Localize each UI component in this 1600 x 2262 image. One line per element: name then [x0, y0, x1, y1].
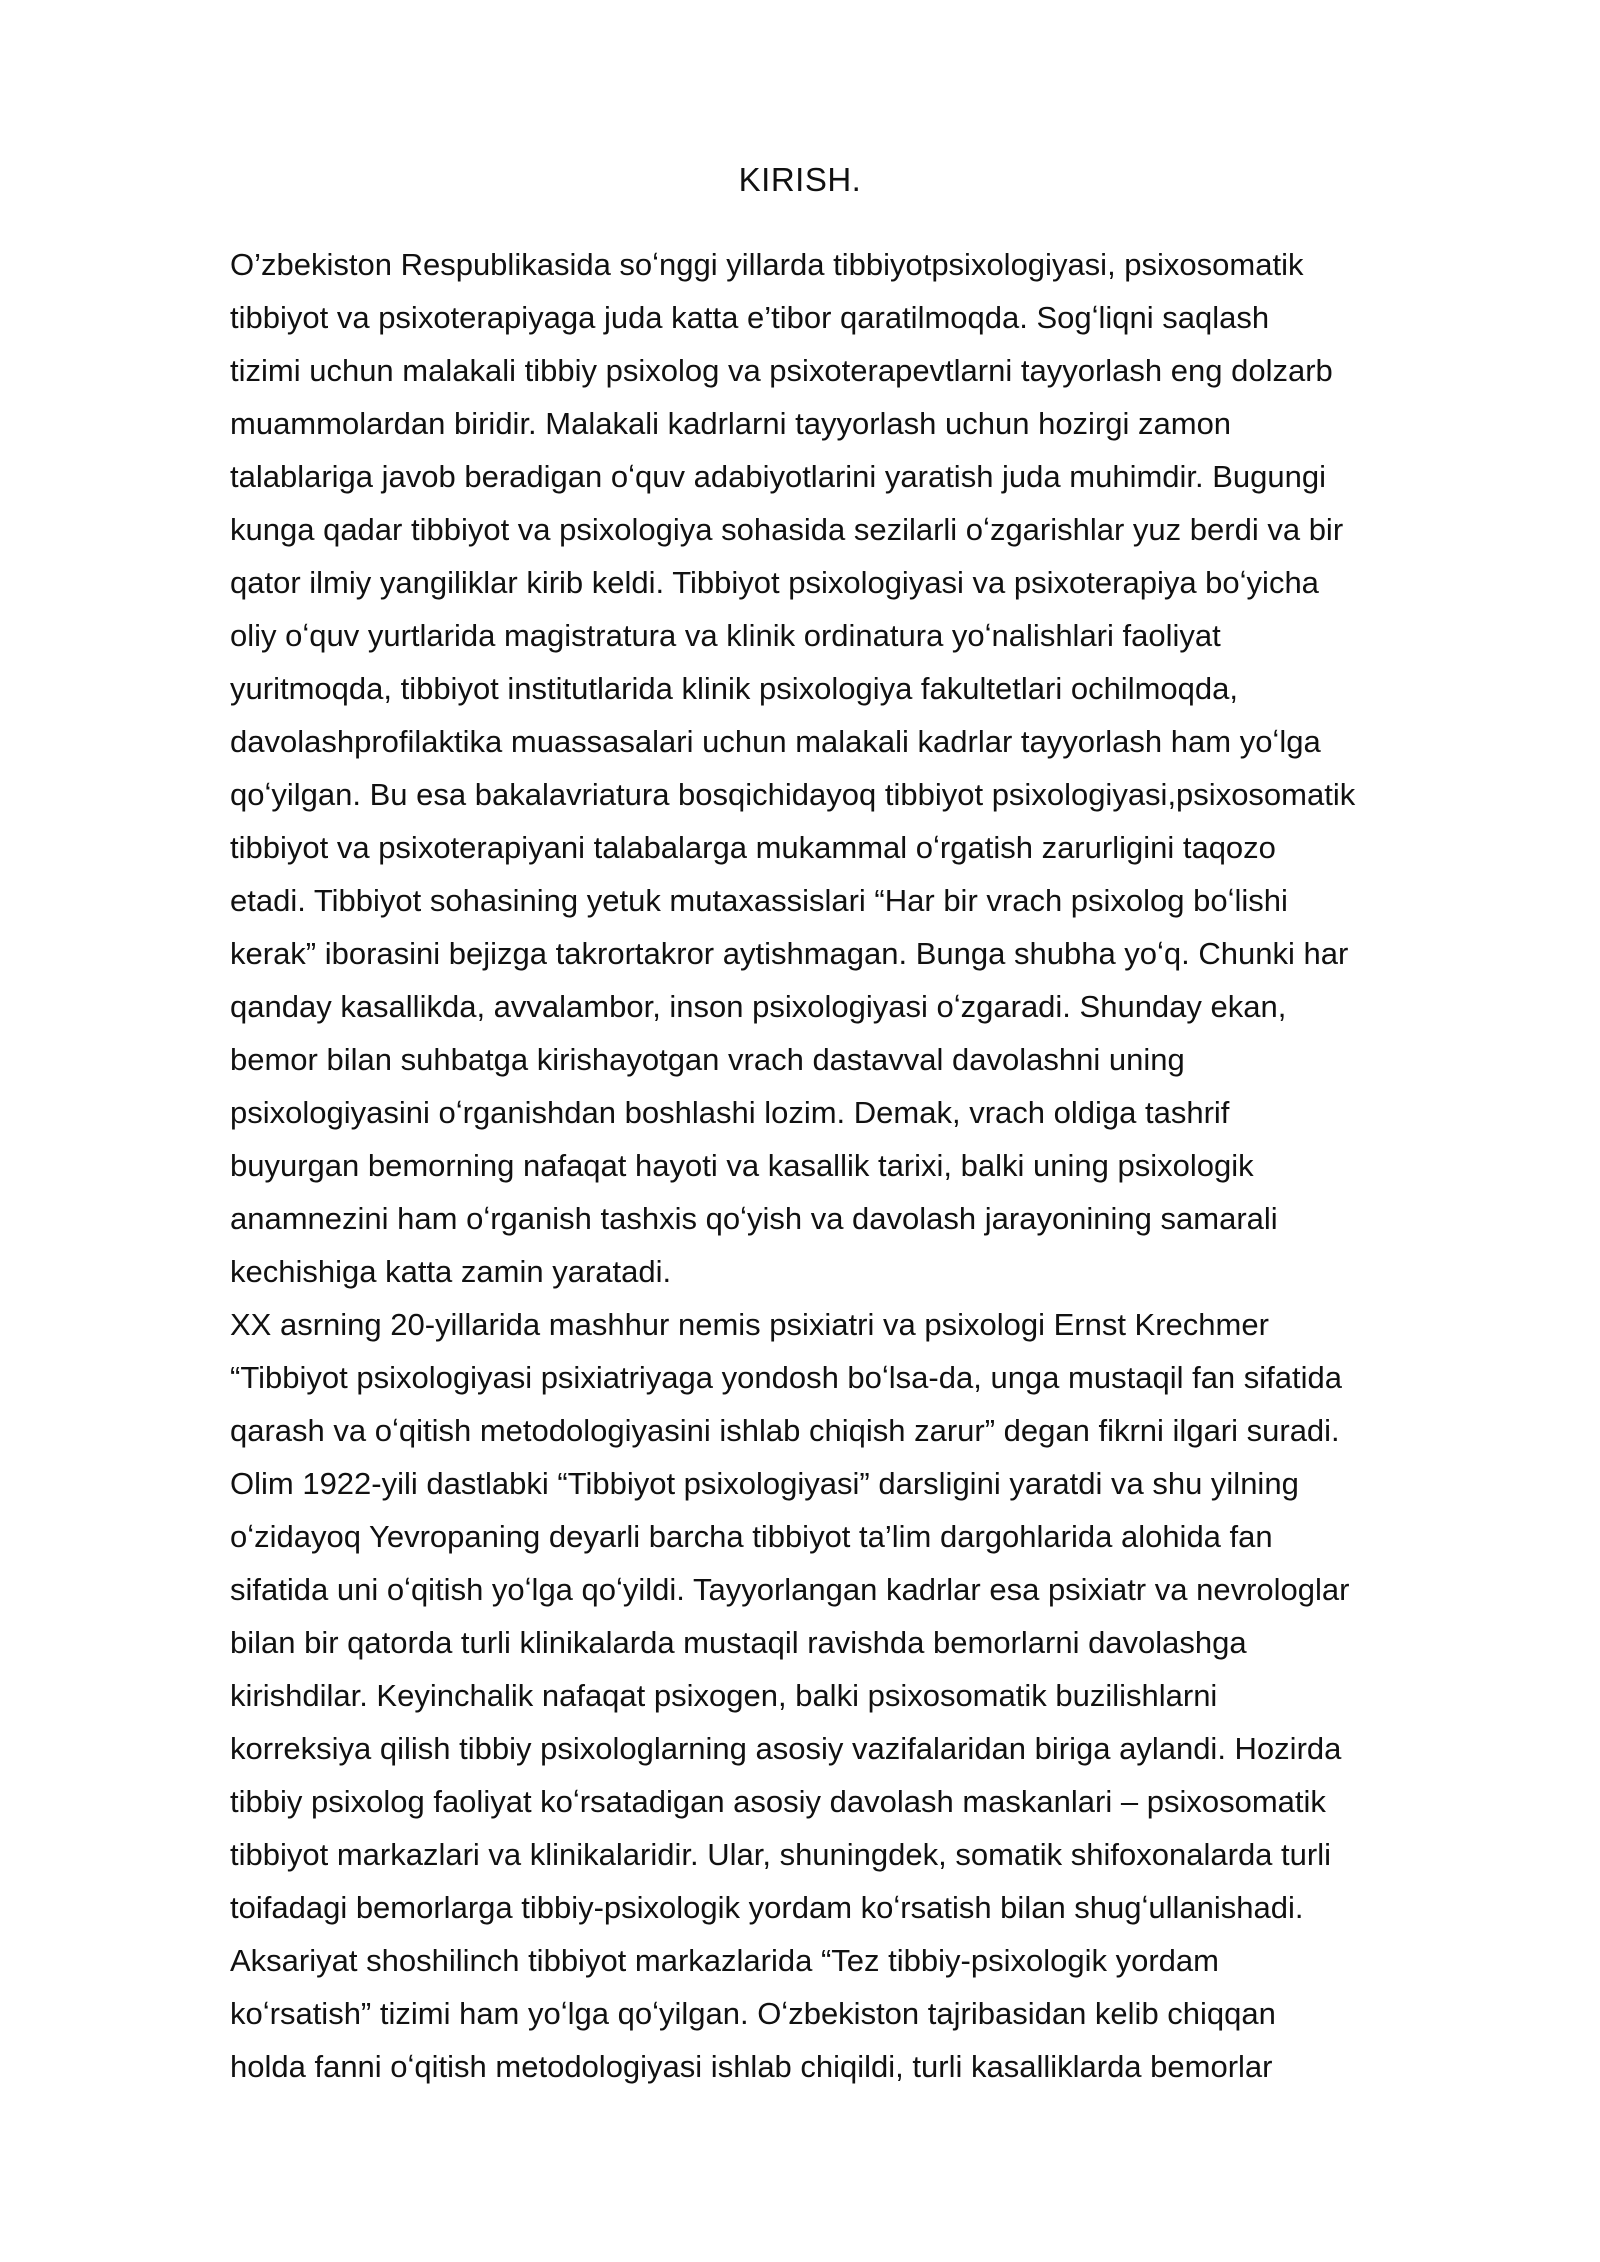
- text-line: “Tibbiyot psixologiyasi psixiatriyaga yondosh boʻlsa-da, unga mustaqil fan sifatida: [230, 1360, 1343, 1395]
- text-line: talablariga javob beradigan oʻquv adabiyotlarini yaratish juda muhimdir. Bugungi: [230, 459, 1327, 494]
- text-line: XX asrning 20-yillarida mashhur nemis psixiatri va psixologi Ernst Krechmer: [230, 1307, 1269, 1342]
- text-line: davolashprofilaktika muassasalari uchun malakali kadrlar tayyorlash ham yoʻlga: [230, 724, 1321, 759]
- text-line: bilan bir qatorda turli klinikalarda mustaqil ravishda bemorlarni davolashga: [230, 1625, 1247, 1660]
- body-text: [230, 238, 1490, 2093]
- text-line: tibbiyot va psixoterapiyani talabalarga mukammal oʻrgatish zarurligini taqozo: [230, 830, 1276, 865]
- text-line: qoʻyilgan. Bu esa bakalavriatura bosqichidayoq tibbiyot psixologiyasi,psixosomatik: [230, 777, 1356, 812]
- text-line: tibbiyot markazlari va klinikalaridir. Ular, shuningdek, somatik shifoxonalarda turli: [230, 1837, 1331, 1872]
- text-line: kunga qadar tibbiyot va psixologiya sohasida sezilarli oʻzgarishlar yuz berdi va bir: [230, 512, 1344, 547]
- text-line: kirishdilar. Keyinchalik nafaqat psixogen, balki psixosomatik buzilishlarni: [230, 1678, 1218, 1713]
- text-line: O’zbekiston Respublikasida soʻnggi yillarda tibbiyotpsixologiyasi, psixosomatik: [230, 247, 1304, 282]
- text-line: tibbiyot va psixoterapiyaga juda katta e’tibor qaratilmoqda. Sogʻliqni saqlash: [230, 300, 1270, 335]
- text-line: Olim 1922-yili dastlabki “Tibbiyot psixologiyasi” darsligini yaratdi va shu yilning: [230, 1466, 1299, 1501]
- text-line: qarash va oʻqitish metodologiyasini ishlab chiqish zarur” degan fikrni ilgari suradi.: [230, 1413, 1340, 1448]
- text-line: oʻzidayoq Yevropaning deyarli barcha tibbiyot ta’lim dargohlarida alohida fan: [230, 1519, 1273, 1554]
- text-line: qanday kasallikda, avvalambor, inson psixologiyasi oʻzgaradi. Shunday ekan,: [230, 989, 1287, 1024]
- text-line: korreksiya qilish tibbiy psixologlarning asosiy vazifalaridan biriga aylandi. Hozirda: [230, 1731, 1342, 1766]
- text-line: holda fanni oʻqitish metodologiyasi ishlab chiqildi, turli kasalliklarda bemorlar: [230, 2049, 1273, 2084]
- text-line: bemor bilan suhbatga kirishayotgan vrach dastavval davolashni uning: [230, 1042, 1185, 1077]
- text-line: qator ilmiy yangiliklar kirib keldi. Tibbiyot psixologiyasi va psixoterapiya boʻyicha: [230, 565, 1319, 600]
- text-line: yuritmoqda, tibbiyot institutlarida klinik psixologiya fakultetlari ochilmoqda,: [230, 671, 1238, 706]
- text-line: koʻrsatish” tizimi ham yoʻlga qoʻyilgan. Oʻzbekiston tajribasidan kelib chiqqan: [230, 1996, 1276, 2031]
- text-line: oliy oʻquv yurtlarida magistratura va klinik ordinatura yoʻnalishlari faoliyat: [230, 618, 1221, 653]
- text-line: buyurgan bemorning nafaqat hayoti va kasallik tarixi, balki uning psixologik: [230, 1148, 1254, 1183]
- text-line: anamnezini ham oʻrganish tashxis qoʻyish va davolash jarayonining samarali: [230, 1201, 1278, 1236]
- text-line: etadi. Tibbiyot sohasining yetuk mutaxassislari “Har bir vrach psixolog boʻlishi: [230, 883, 1288, 918]
- text-line: psixologiyasini oʻrganishdan boshlashi lozim. Demak, vrach oldiga tashrif: [230, 1095, 1230, 1130]
- text-line: muammolardan biridir. Malakali kadrlarni tayyorlash uchun hozirgi zamon: [230, 406, 1232, 441]
- text-line: kerak” iborasini bejizga takrortakror aytishmagan. Bunga shubha yoʻq. Chunki har: [230, 936, 1349, 971]
- text-line: sifatida uni oʻqitish yoʻlga qoʻyildi. Tayyorlangan kadrlar esa psixiatr va nevrologlar: [230, 1572, 1350, 1607]
- page-title: KIRISH.: [738, 161, 862, 198]
- text-line: Aksariyat shoshilinch tibbiyot markazlarida “Tez tibbiy-psixologik yordam: [230, 1943, 1219, 1978]
- text-line: tibbiy psixolog faoliyat koʻrsatadigan asosiy davolash maskanlari – psixosomatik: [230, 1784, 1326, 1819]
- text-line: toifadagi bemorlarga tibbiy-psixologik yordam koʻrsatish bilan shugʻullanishadi.: [230, 1890, 1304, 1925]
- text-line: tizimi uchun malakali tibbiy psixolog va psixoterapevtlarni tayyorlash eng dolzarb: [230, 353, 1333, 388]
- text-line: kechishiga katta zamin yaratadi.: [230, 1254, 672, 1289]
